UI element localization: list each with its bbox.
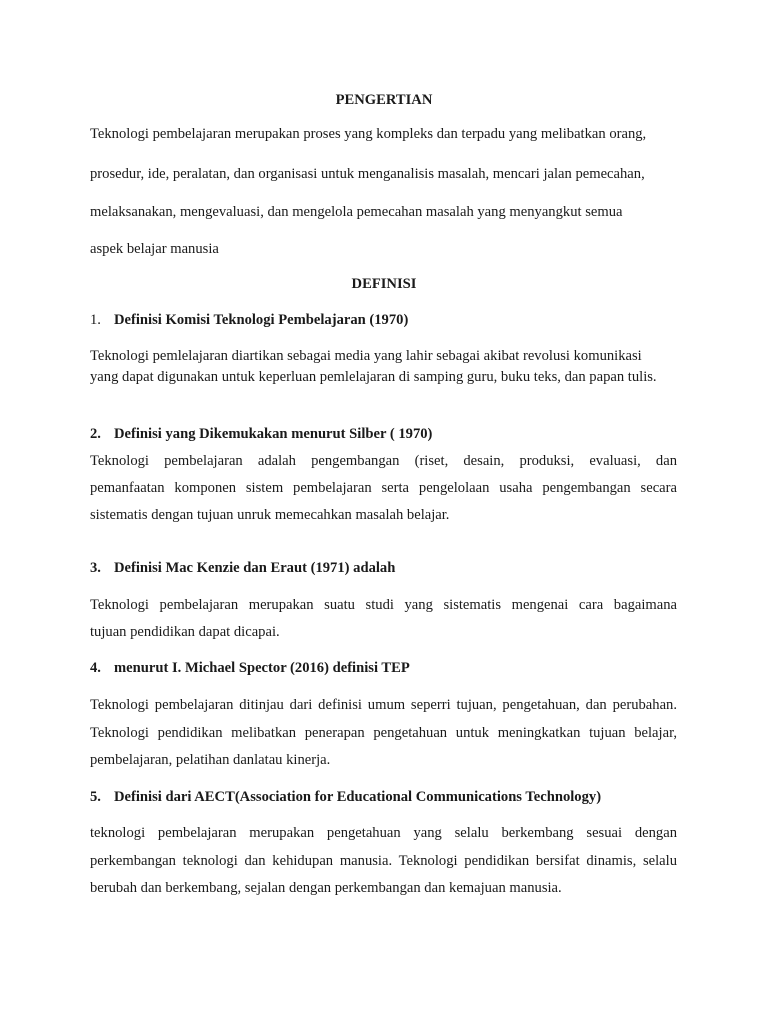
- definition-heading-4: [90, 660, 677, 677]
- definition-heading-5: [90, 789, 677, 806]
- heading-text: Definisi yang Dikemukakan menurut Silber ( 1970): [114, 426, 433, 442]
- paragraph-line: Teknologi pembelajaran merupakan proses yang kompleks dan terpadu yang melibatkan orang,: [90, 126, 647, 142]
- list-number: 3.: [90, 560, 101, 576]
- paragraph-line: tujuan pendidikan dapat dicapai.: [90, 624, 280, 640]
- paragraph-line: aspek belajar manusia: [90, 241, 219, 257]
- paragraph-line: prosedur, ide, peralatan, dan organisasi untuk menganalisis masalah, mencari jalan pemecahan,: [90, 166, 645, 182]
- paragraph-line: berubah dan berkembang, sejalan dengan perkembangan dan kemajuan manusia.: [90, 880, 562, 896]
- list-number: 1.: [90, 312, 101, 328]
- definition-heading-1: [90, 312, 677, 329]
- list-number: 4.: [90, 660, 101, 676]
- paragraph-line: Teknologi pembelajaran ditinjau dari definisi umum seperri tujuan, pengetahuan, dan perubahan.: [90, 697, 677, 713]
- definition-heading-2: [90, 426, 677, 443]
- paragraph-line: Teknologi pembelajaran adalah pengembangan (riset, desain, produksi, evaluasi, dan: [90, 453, 677, 469]
- section-title-pengertian: PENGERTIAN: [335, 92, 433, 108]
- list-number: 2.: [90, 426, 101, 442]
- heading-text: Definisi dari AECT(Association for Educational Communications Technology): [114, 789, 602, 805]
- paragraph-line: melaksanakan, mengevaluasi, dan mengelola pemecahan masalah yang menyangkut semua: [90, 204, 623, 220]
- section-title-definisi: DEFINISI: [351, 276, 417, 292]
- paragraph-line: sistematis dengan tujuan unruk memecahkan masalah belajar.: [90, 507, 450, 523]
- definition-heading-3: [90, 560, 677, 577]
- heading-text: Definisi Komisi Teknologi Pembelajaran (1970): [114, 312, 409, 328]
- paragraph-line: Teknologi pendidikan melibatkan penerapan pengetahuan untuk meningkatkan tujuan belajar,: [90, 725, 677, 741]
- paragraph-line: pemanfaatan komponen sistem pembelajaran serta pengelolaan usaha pengembangan secara: [90, 480, 677, 496]
- paragraph-line: Teknologi pemlelajaran diartikan sebagai media yang lahir sebagai akibat revolusi komunikasi: [90, 348, 642, 364]
- paragraph-line: Teknologi pembelajaran merupakan suatu studi yang sistematis mengenai cara bagaimana: [90, 597, 677, 613]
- heading-text: menurut I. Michael Spector (2016) definisi TEP: [114, 660, 410, 676]
- paragraph-line: perkembangan teknologi dan kehidupan manusia. Teknologi pendidikan bersifat dinamis, selalu: [90, 853, 677, 869]
- list-number: 5.: [90, 789, 101, 805]
- paragraph-line: pembelajaran, pelatihan danlatau kinerja.: [90, 752, 331, 768]
- heading-text: Definisi Mac Kenzie dan Eraut (1971) adalah: [114, 560, 396, 576]
- paragraph-line: teknologi pembelajaran merupakan pengetahuan yang selalu berkembang sesuai dengan: [90, 825, 677, 841]
- paragraph-line: yang dapat digunakan untuk keperluan pemlelajaran di samping guru, buku teks, dan papan tulis.: [90, 369, 657, 385]
